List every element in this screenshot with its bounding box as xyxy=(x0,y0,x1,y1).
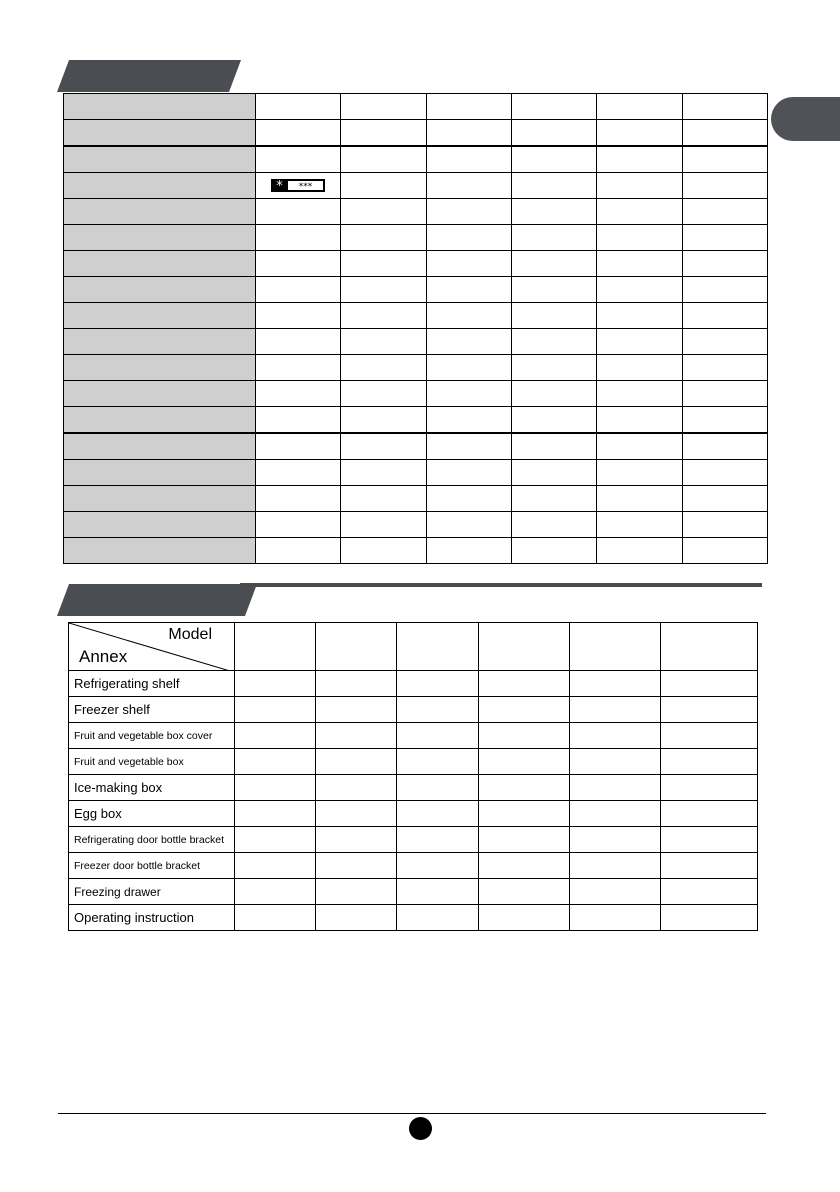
annex-row xyxy=(69,853,758,879)
spec-value-cell xyxy=(255,225,340,251)
annex-value-cell xyxy=(661,697,758,723)
spec-value-cell xyxy=(426,251,511,277)
spec-value-cell xyxy=(341,486,426,512)
spec-value-cell xyxy=(255,303,340,329)
spec-value-cell xyxy=(341,94,426,120)
spec-label-cell xyxy=(64,329,256,355)
model-header-label: Model xyxy=(168,626,212,643)
annex-value-cell xyxy=(570,879,661,905)
spec-value-cell xyxy=(511,329,596,355)
annex-value-cell xyxy=(661,801,758,827)
annex-value-cell xyxy=(316,749,397,775)
annex-value-cell xyxy=(235,879,316,905)
spec-value-cell xyxy=(426,407,511,434)
spec-value-cell xyxy=(255,381,340,407)
spec-row xyxy=(64,355,768,381)
annex-value-cell xyxy=(479,723,570,749)
spec-value-cell xyxy=(341,277,426,303)
annex-value-cell xyxy=(479,879,570,905)
spec-label-cell xyxy=(64,355,256,381)
annex-value-cell xyxy=(397,671,479,697)
spec-value-cell xyxy=(341,199,426,225)
spec-label-cell xyxy=(64,381,256,407)
annex-table xyxy=(68,622,758,931)
spec-value-cell xyxy=(426,173,511,199)
annex-value-cell xyxy=(661,723,758,749)
annex-value-cell xyxy=(570,827,661,853)
spec-row xyxy=(64,433,768,460)
annex-item-label: Ice-making box xyxy=(69,775,235,801)
spec-value-cell xyxy=(255,538,340,564)
spec-value-cell xyxy=(341,355,426,381)
annex-value-cell xyxy=(661,905,758,931)
spec-value-cell xyxy=(511,94,596,120)
annex-row xyxy=(69,671,758,697)
annex-value-cell xyxy=(570,775,661,801)
annex-value-cell xyxy=(397,723,479,749)
annex-row xyxy=(69,749,758,775)
annex-value-cell xyxy=(397,879,479,905)
annex-item-label: Freezing drawer xyxy=(69,879,235,905)
spec-value-cell xyxy=(255,94,340,120)
spec-row xyxy=(64,538,768,564)
annex-value-cell xyxy=(479,749,570,775)
spec-value-cell xyxy=(341,512,426,538)
spec-value-cell xyxy=(426,486,511,512)
spec-value-cell xyxy=(341,173,426,199)
spec-label-cell xyxy=(64,94,256,120)
spec-value-cell xyxy=(341,120,426,147)
spec-value-cell xyxy=(511,199,596,225)
annex-row xyxy=(69,775,758,801)
spec-label-cell xyxy=(64,407,256,434)
annex-header-row xyxy=(69,623,758,671)
annex-value-cell xyxy=(570,801,661,827)
spec-value-cell xyxy=(426,355,511,381)
spec-value-cell xyxy=(511,538,596,564)
chapter-edge-tab xyxy=(771,97,840,141)
spec-row xyxy=(64,94,768,120)
spec-value-cell xyxy=(341,381,426,407)
annex-value-cell xyxy=(479,697,570,723)
spec-value-cell xyxy=(682,173,767,199)
annex-value-cell xyxy=(316,697,397,723)
annex-value-cell xyxy=(397,749,479,775)
annex-value-cell xyxy=(661,827,758,853)
annex-value-cell xyxy=(661,671,758,697)
section-divider-line xyxy=(240,583,762,587)
spec-value-cell xyxy=(341,329,426,355)
spec-value-cell xyxy=(255,146,340,173)
spec-value-cell xyxy=(597,381,682,407)
spec-value-cell xyxy=(255,120,340,147)
spec-label-cell xyxy=(64,538,256,564)
annex-value-cell xyxy=(235,723,316,749)
model-column-cell xyxy=(479,623,570,671)
spec-value-cell xyxy=(426,538,511,564)
annex-value-cell xyxy=(397,827,479,853)
spec-value-cell xyxy=(511,251,596,277)
spec-value-cell xyxy=(255,199,340,225)
spec-value-cell xyxy=(511,303,596,329)
spec-value-cell xyxy=(682,199,767,225)
spec-row xyxy=(64,486,768,512)
model-column-cell xyxy=(661,623,758,671)
annex-value-cell xyxy=(570,697,661,723)
spec-value-cell xyxy=(426,120,511,147)
annex-row xyxy=(69,905,758,931)
spec-value-cell xyxy=(597,303,682,329)
annex-value-cell xyxy=(479,801,570,827)
annex-value-cell xyxy=(479,853,570,879)
spec-value-cell xyxy=(682,251,767,277)
spec-row xyxy=(64,120,768,147)
spec-value-cell xyxy=(597,94,682,120)
spec-value-cell xyxy=(682,120,767,147)
annex-value-cell xyxy=(570,905,661,931)
spec-label-cell xyxy=(64,460,256,486)
spec-value-cell xyxy=(682,381,767,407)
spec-value-cell xyxy=(511,512,596,538)
spec-value-cell xyxy=(597,277,682,303)
annex-value-cell xyxy=(316,827,397,853)
spec-value-cell xyxy=(341,225,426,251)
spec-section-tab xyxy=(57,60,241,92)
annex-value-cell xyxy=(661,749,758,775)
spec-label-cell xyxy=(64,251,256,277)
page-number-badge xyxy=(409,1117,432,1140)
spec-value-cell xyxy=(341,251,426,277)
annex-value-cell xyxy=(479,905,570,931)
spec-row xyxy=(64,251,768,277)
spec-value-cell xyxy=(597,538,682,564)
annex-row xyxy=(69,827,758,853)
spec-value-cell xyxy=(255,460,340,486)
specification-table xyxy=(63,93,768,564)
spec-label-cell xyxy=(64,433,256,460)
annex-value-cell xyxy=(661,879,758,905)
annex-value-cell xyxy=(316,905,397,931)
annex-value-cell xyxy=(316,879,397,905)
spec-value-cell xyxy=(341,303,426,329)
spec-value-cell xyxy=(682,512,767,538)
spec-value-cell xyxy=(597,146,682,173)
annex-value-cell xyxy=(397,775,479,801)
annex-value-cell xyxy=(479,671,570,697)
spec-value-cell xyxy=(255,277,340,303)
annex-value-cell xyxy=(235,853,316,879)
annex-value-cell xyxy=(570,723,661,749)
spec-row xyxy=(64,225,768,251)
spec-row xyxy=(64,277,768,303)
spec-row xyxy=(64,146,768,173)
spec-value-cell xyxy=(682,433,767,460)
spec-value-cell xyxy=(255,329,340,355)
spec-value-cell xyxy=(426,303,511,329)
spec-value-cell xyxy=(511,407,596,434)
spec-value-cell xyxy=(682,329,767,355)
spec-value-cell xyxy=(341,433,426,460)
spec-value-cell xyxy=(597,512,682,538)
spec-value-cell xyxy=(682,146,767,173)
spec-value-cell xyxy=(426,94,511,120)
spec-value-cell xyxy=(426,277,511,303)
annex-section-tab xyxy=(57,584,257,616)
annex-item-label: Refrigerating shelf xyxy=(69,671,235,697)
annex-item-label: Freezer door bottle bracket xyxy=(69,853,235,879)
spec-label-cell xyxy=(64,120,256,147)
spec-value-cell xyxy=(255,512,340,538)
annex-item-label: Fruit and vegetable box cover xyxy=(69,723,235,749)
spec-value-cell xyxy=(597,199,682,225)
spec-value-cell xyxy=(511,277,596,303)
spec-value-cell xyxy=(255,251,340,277)
spec-row xyxy=(64,173,768,199)
spec-label-cell xyxy=(64,486,256,512)
spec-label-cell xyxy=(64,225,256,251)
spec-value-cell xyxy=(597,329,682,355)
spec-value-cell xyxy=(511,381,596,407)
annex-value-cell xyxy=(570,671,661,697)
annex-item-label: Egg box xyxy=(69,801,235,827)
annex-value-cell xyxy=(235,749,316,775)
spec-value-cell xyxy=(255,486,340,512)
spec-value-cell xyxy=(255,433,340,460)
spec-value-cell xyxy=(511,460,596,486)
spec-row xyxy=(64,199,768,225)
spec-value-cell xyxy=(426,381,511,407)
annex-value-cell xyxy=(397,853,479,879)
spec-value-cell xyxy=(597,460,682,486)
spec-label-cell xyxy=(64,173,256,199)
spec-value-cell xyxy=(597,433,682,460)
spec-value-cell xyxy=(682,486,767,512)
spec-value-cell xyxy=(511,486,596,512)
model-column-cell xyxy=(397,623,479,671)
annex-value-cell xyxy=(397,697,479,723)
annex-value-cell xyxy=(316,775,397,801)
spec-value-cell xyxy=(682,355,767,381)
spec-value-cell xyxy=(426,225,511,251)
freezer-star-rating-icon xyxy=(271,179,325,192)
spec-label-cell xyxy=(64,512,256,538)
spec-label-cell xyxy=(64,146,256,173)
annex-value-cell xyxy=(235,697,316,723)
spec-value-cell xyxy=(255,173,340,199)
spec-value-cell xyxy=(597,251,682,277)
spec-value-cell xyxy=(511,173,596,199)
annex-value-cell xyxy=(316,853,397,879)
svg-text:*: * xyxy=(276,178,283,192)
spec-value-cell xyxy=(682,460,767,486)
annex-row xyxy=(69,697,758,723)
annex-item-label: Operating instruction xyxy=(69,905,235,931)
spec-row xyxy=(64,512,768,538)
spec-value-cell xyxy=(682,303,767,329)
spec-value-cell xyxy=(511,225,596,251)
spec-value-cell xyxy=(597,173,682,199)
spec-value-cell xyxy=(426,460,511,486)
annex-row xyxy=(69,879,758,905)
annex-value-cell xyxy=(316,801,397,827)
spec-row xyxy=(64,329,768,355)
spec-row xyxy=(64,460,768,486)
annex-value-cell xyxy=(661,775,758,801)
annex-value-cell xyxy=(397,905,479,931)
annex-value-cell xyxy=(235,827,316,853)
spec-value-cell xyxy=(255,355,340,381)
model-column-cell xyxy=(316,623,397,671)
spec-value-cell xyxy=(682,277,767,303)
annex-value-cell xyxy=(397,801,479,827)
spec-label-cell xyxy=(64,199,256,225)
spec-value-cell xyxy=(597,407,682,434)
annex-header-label: Annex xyxy=(79,647,128,666)
annex-value-cell xyxy=(316,671,397,697)
annex-value-cell xyxy=(235,671,316,697)
annex-value-cell xyxy=(570,749,661,775)
spec-value-cell xyxy=(341,407,426,434)
model-column-cell xyxy=(570,623,661,671)
svg-text:***: *** xyxy=(298,181,313,192)
annex-item-label: Fruit and vegetable box xyxy=(69,749,235,775)
spec-value-cell xyxy=(426,199,511,225)
spec-value-cell xyxy=(511,355,596,381)
annex-item-label: Freezer shelf xyxy=(69,697,235,723)
spec-value-cell xyxy=(426,329,511,355)
spec-value-cell xyxy=(682,225,767,251)
spec-value-cell xyxy=(597,355,682,381)
spec-value-cell xyxy=(682,407,767,434)
spec-row xyxy=(64,381,768,407)
spec-value-cell xyxy=(426,512,511,538)
spec-row xyxy=(64,303,768,329)
spec-label-cell xyxy=(64,303,256,329)
spec-value-cell xyxy=(682,538,767,564)
spec-value-cell xyxy=(255,407,340,434)
footer-line xyxy=(58,1113,766,1114)
model-column-cell xyxy=(235,623,316,671)
spec-row xyxy=(64,407,768,434)
spec-value-cell xyxy=(511,146,596,173)
spec-value-cell xyxy=(426,433,511,460)
spec-value-cell xyxy=(597,225,682,251)
spec-value-cell xyxy=(426,146,511,173)
annex-value-cell xyxy=(235,775,316,801)
annex-value-cell xyxy=(316,723,397,749)
spec-value-cell xyxy=(682,94,767,120)
annex-value-cell xyxy=(235,905,316,931)
spec-value-cell xyxy=(341,146,426,173)
spec-value-cell xyxy=(341,460,426,486)
spec-value-cell xyxy=(597,120,682,147)
spec-label-cell xyxy=(64,277,256,303)
annex-value-cell xyxy=(479,827,570,853)
annex-value-cell xyxy=(661,853,758,879)
annex-value-cell xyxy=(479,775,570,801)
spec-value-cell xyxy=(511,433,596,460)
annex-model-header-cell xyxy=(69,623,235,671)
spec-value-cell xyxy=(597,486,682,512)
annex-value-cell xyxy=(570,853,661,879)
spec-value-cell xyxy=(341,538,426,564)
annex-row xyxy=(69,723,758,749)
annex-row xyxy=(69,801,758,827)
spec-value-cell xyxy=(511,120,596,147)
annex-item-label: Refrigerating door bottle bracket xyxy=(69,827,235,853)
annex-value-cell xyxy=(235,801,316,827)
